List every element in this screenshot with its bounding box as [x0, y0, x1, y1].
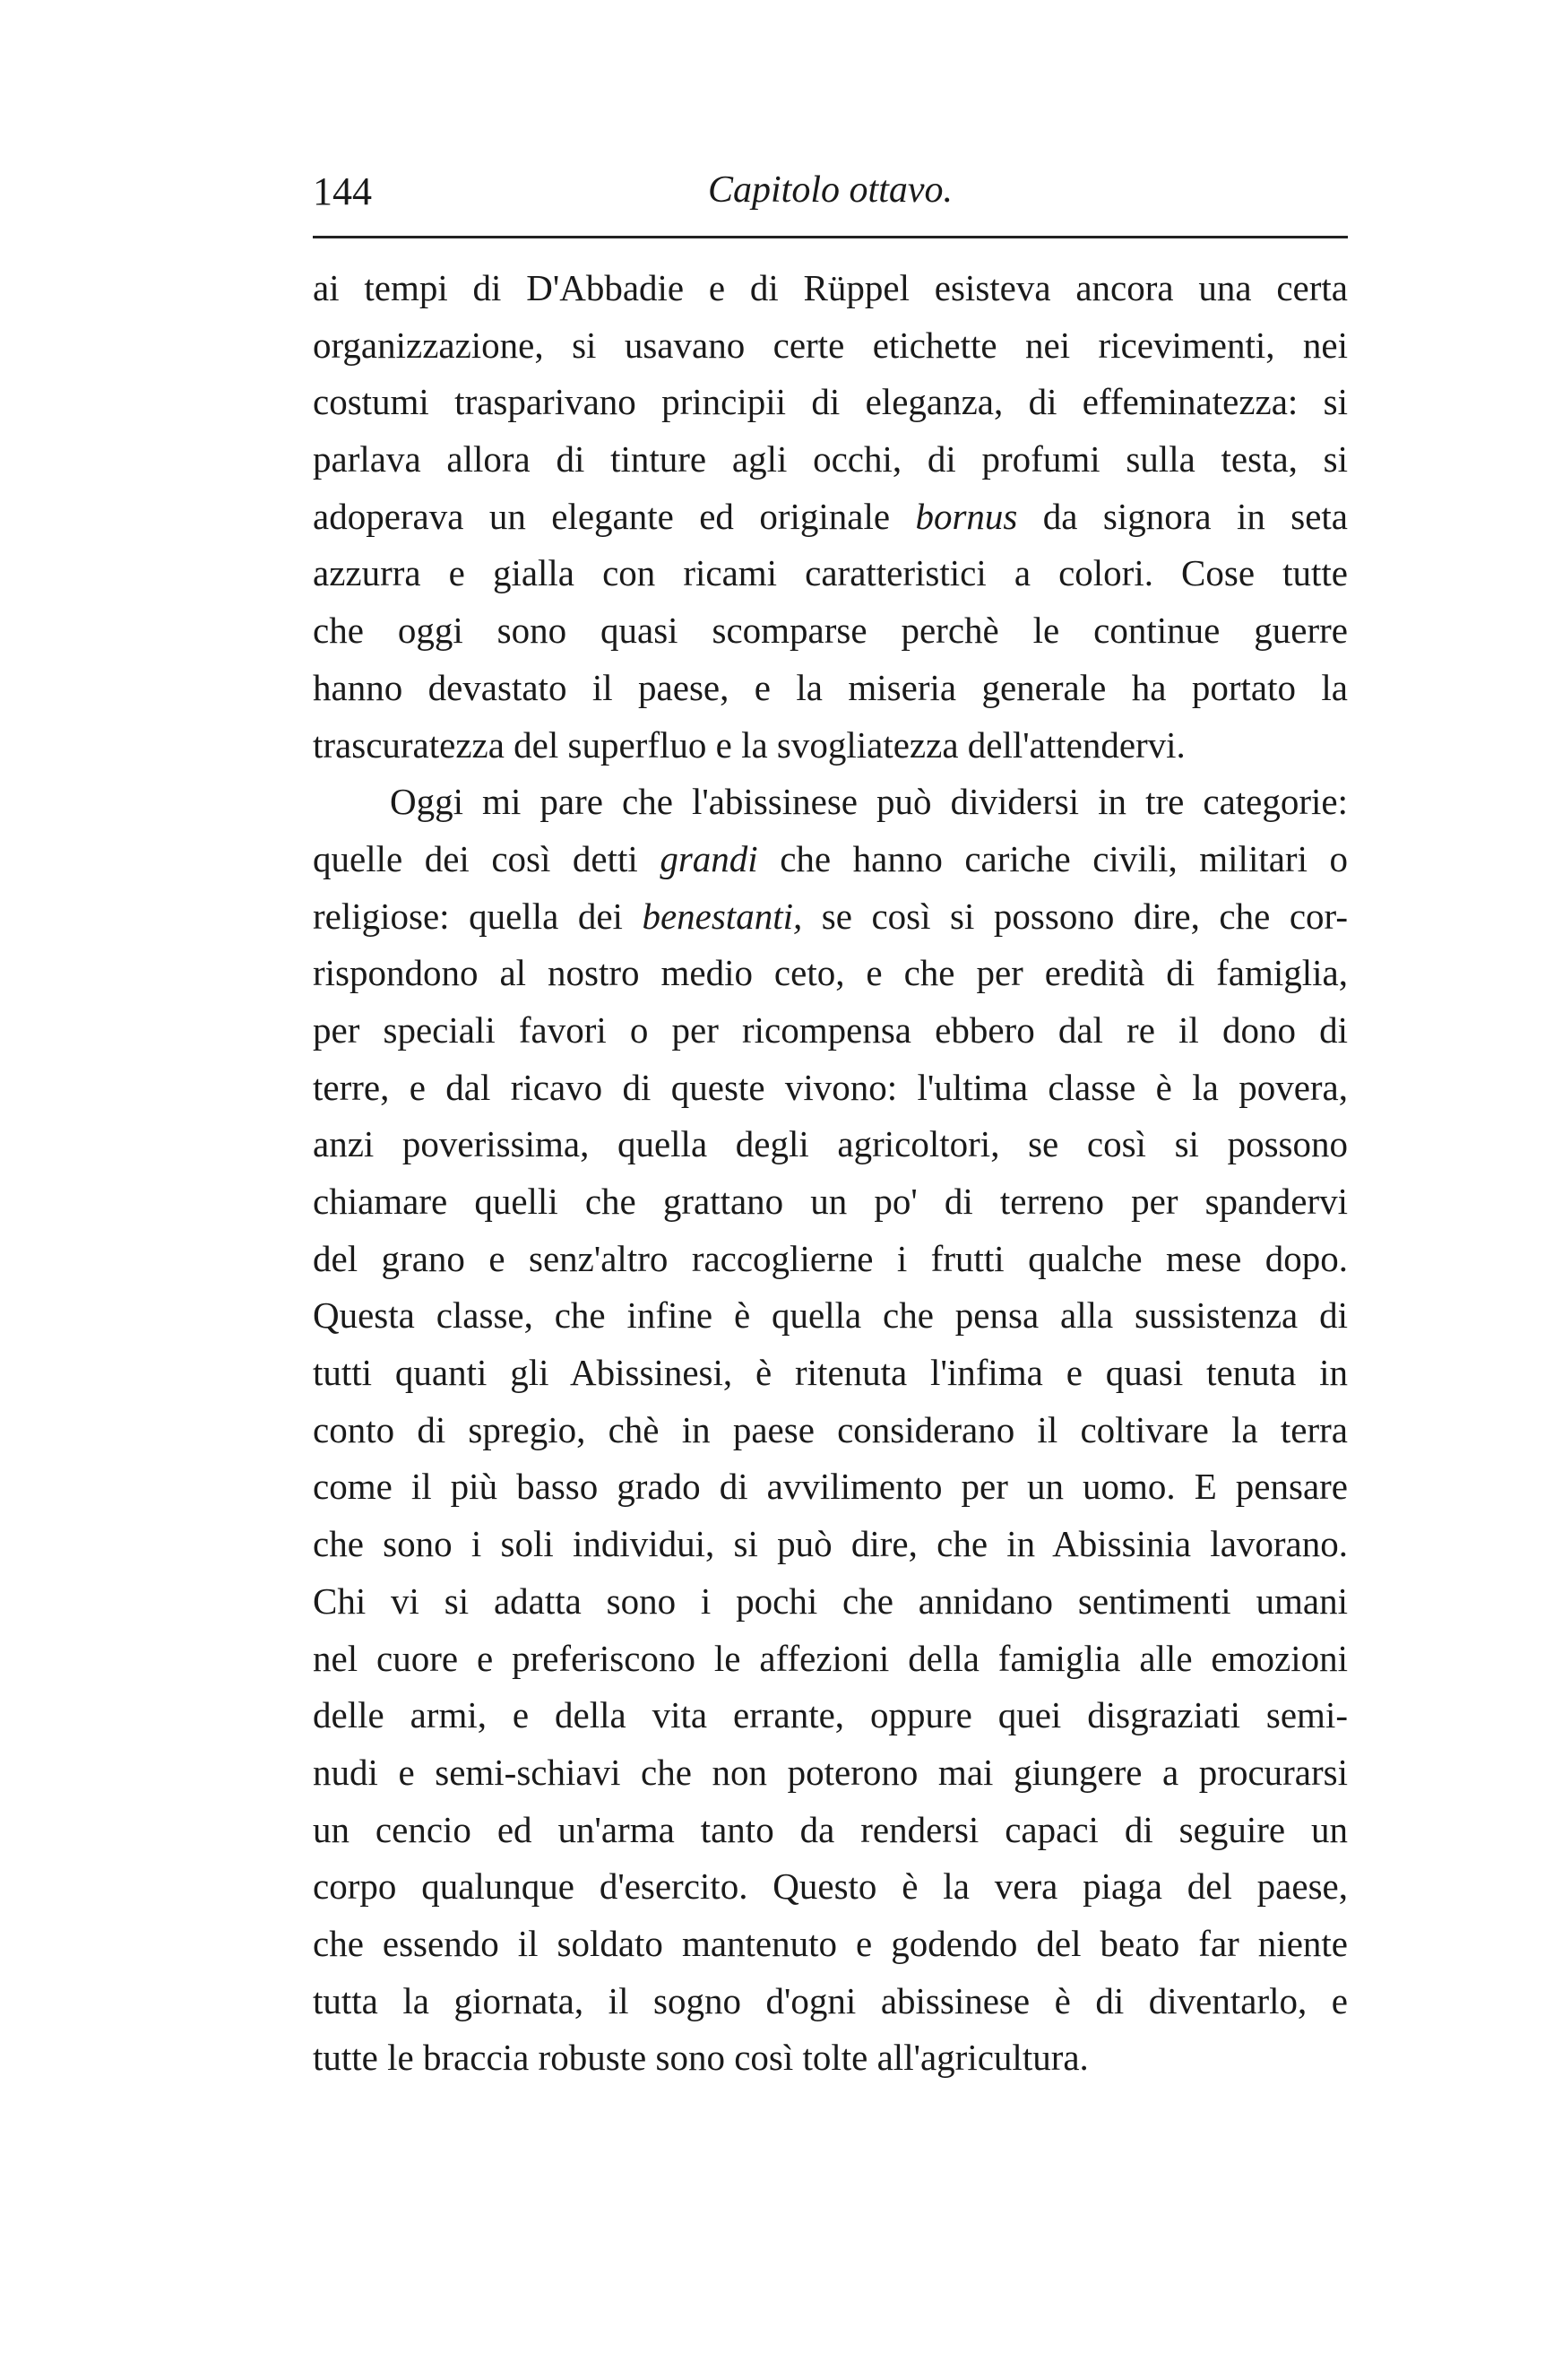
text-line	[313, 888, 1348, 946]
text-segment: come il più basso grado di avvilimento per un uomo. E pensare	[313, 1466, 1348, 1508]
text-line	[313, 1060, 1348, 1117]
text-segment: anzi poverissima, quella degli agricoltori, se così si possono	[313, 1123, 1348, 1165]
text-line	[313, 1402, 1348, 1459]
text-segment: tutte le braccia robuste sono così tolte all'agricultura.	[313, 2037, 1089, 2079]
text-line	[313, 660, 1348, 717]
text-segment: terre, e dal ricavo di queste vivono: l'ultima classe è la povera,	[313, 1066, 1348, 1108]
text-line	[313, 1458, 1348, 1516]
text-line	[313, 774, 1348, 831]
text-line	[313, 1631, 1348, 1688]
italic-term: grandi	[660, 837, 758, 879]
text-line	[313, 2029, 1348, 2087]
text-segment: hanno devastato il paese, e la miseria generale ha portato la	[313, 666, 1348, 708]
text-line	[313, 1744, 1348, 1802]
text-segment: del grano e senz'altro raccoglierne i frutti qualche mese dopo.	[313, 1237, 1348, 1279]
italic-term: benestanti,	[642, 895, 803, 937]
text-segment: nudi e semi-schiavi che non poterono mai giungere a procurarsi	[313, 1751, 1348, 1793]
text-segment: trascuratezza del superfluo e la svogliatezza dell'attendervi.	[313, 723, 1186, 766]
text-line	[313, 1973, 1348, 2030]
text-segment: quelle dei così detti	[313, 837, 660, 879]
text-segment: tutti quanti gli Abissinesi, è ritenuta l'infima e quasi tenuta in	[313, 1352, 1348, 1394]
text-segment: ai tempi di D'Abbadie e di Rüppel esisteva ancora una certa	[313, 267, 1348, 308]
text-segment: delle armi, e della vita errante, oppure quei disgraziati semi-	[313, 1694, 1348, 1736]
italic-term: bornus	[915, 495, 1018, 537]
text-segment: da signora in seta	[1017, 495, 1349, 537]
text-segment: che essendo il soldato mantenuto e godendo del beato far niente	[313, 1922, 1348, 1964]
page-header	[313, 169, 1348, 222]
text-line	[313, 1345, 1348, 1402]
text-segment: costumi trasparivano principii di eleganza, di effeminatezza: si	[313, 381, 1348, 423]
text-line	[313, 1002, 1348, 1060]
text-segment: che sono i soli individui, si può dire, che in Abissinia lavorano.	[313, 1523, 1348, 1565]
text-line	[313, 1516, 1348, 1573]
text-segment: Questa classe, che infine è quella che pensa alla sussistenza di	[313, 1294, 1348, 1337]
text-line	[313, 1173, 1348, 1231]
body-text	[313, 260, 1348, 2087]
text-segment: che oggi sono quasi scomparse perchè le continue guerre	[313, 610, 1348, 652]
text-line	[313, 1287, 1348, 1345]
text-segment: religiose: quella dei	[313, 895, 643, 937]
text-line	[313, 1573, 1348, 1631]
text-segment: un cencio ed un'arma tanto da rendersi capaci di seguire un	[313, 1808, 1348, 1850]
text-segment: corpo qualunque d'esercito. Questo è la vera piaga del paese,	[313, 1865, 1348, 1908]
text-segment: adoperava un elegante ed originale	[313, 495, 916, 537]
text-segment: tutta la giornata, il sogno d'ogni abissinese è di diventarlo, e	[313, 1979, 1348, 2021]
text-segment: conto di spregio, chè in paese considerano il coltivare la terra	[313, 1408, 1348, 1450]
text-line	[313, 1231, 1348, 1288]
running-head: Capitolo ottavo.	[708, 169, 953, 211]
text-line	[313, 374, 1348, 431]
text-segment: parlava allora di tinture agli occhi, di profumi sulla testa, si	[313, 438, 1348, 480]
text-segment: per speciali favori o per ricompensa ebbero dal re il dono di	[313, 1008, 1348, 1051]
text-line	[313, 1858, 1348, 1916]
text-line	[313, 831, 1348, 888]
text-line	[313, 545, 1348, 602]
text-line	[313, 1802, 1348, 1859]
text-segment: che hanno cariche civili, militari o	[757, 837, 1348, 879]
text-segment: nel cuore e preferiscono le affezioni della famiglia alle emozioni	[313, 1637, 1348, 1679]
text-segment: se così si possono dire, che cor-	[802, 895, 1349, 937]
text-line	[313, 260, 1348, 317]
text-line	[313, 1116, 1348, 1173]
text-line	[313, 1687, 1348, 1744]
text-line	[313, 431, 1348, 489]
text-segment: rispondono al nostro medio ceto, e che per eredità di famiglia,	[313, 952, 1348, 994]
text-line	[313, 489, 1348, 546]
page-number: 144	[313, 169, 372, 213]
text-line	[313, 717, 1348, 775]
text-line	[313, 1916, 1348, 1973]
text-segment: organizzazione, si usavano certe etichette nei ricevimenti, nei	[313, 324, 1348, 366]
text-line	[313, 602, 1348, 660]
header-rule	[313, 236, 1348, 238]
text-line	[313, 317, 1348, 375]
text-line	[313, 945, 1348, 1002]
text-segment: azzurra e gialla con ricami caratteristici a colori. Cose tutte	[313, 552, 1348, 594]
text-segment: chiamare quelli che grattano un po' di terreno per spandervi	[313, 1181, 1348, 1222]
text-segment: Chi vi si adatta sono i pochi che annidano sentimenti umani	[313, 1579, 1348, 1622]
text-segment: Oggi mi pare che l'abissinese può dividersi in tre categorie:	[390, 781, 1348, 823]
